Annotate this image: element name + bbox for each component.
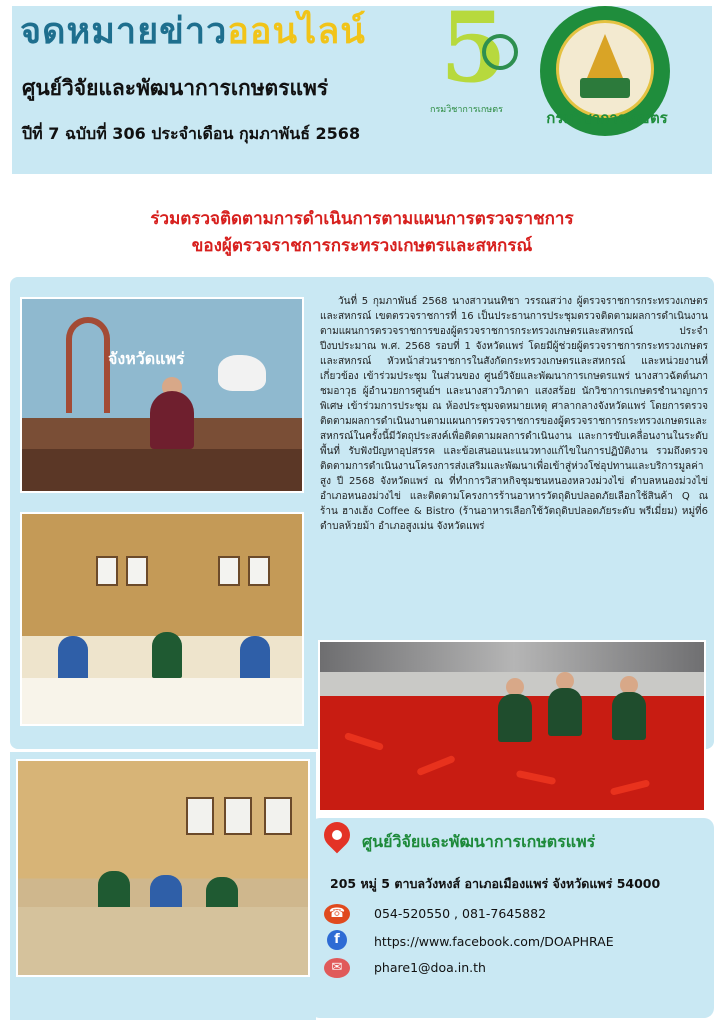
photo-person-body bbox=[150, 391, 194, 449]
photo-wall-frame bbox=[126, 556, 148, 586]
meeting-photo-chair bbox=[20, 297, 304, 493]
issue-line: ปีที่ 7 ฉบับที่ 306 ประจำเดือน กุมภาพันธ์ 2568 bbox=[22, 124, 361, 143]
photo-wall-frame bbox=[264, 797, 292, 835]
photo-person-body bbox=[498, 694, 532, 742]
newsletter-title bbox=[20, 10, 366, 53]
meeting-photo-room bbox=[20, 512, 304, 726]
seal-text: กรมวิชาการเกษตร bbox=[546, 109, 668, 127]
article-headline bbox=[0, 206, 724, 260]
anniversary-tag: กรมวิชาการเกษตร bbox=[430, 105, 503, 115]
envelope-icon: ✉ bbox=[324, 958, 350, 978]
photo-chili-shape bbox=[610, 779, 651, 795]
photo-chili-shape bbox=[416, 755, 456, 776]
photo-chili-shape bbox=[516, 770, 557, 785]
photo-table-shape bbox=[18, 907, 310, 977]
seal-base-icon bbox=[580, 78, 630, 98]
anniversary-five-graphic: 5 bbox=[440, 0, 507, 104]
photo-table-shape bbox=[22, 678, 304, 726]
photo-wall-frame bbox=[218, 556, 240, 586]
meeting-photo-room-2 bbox=[16, 759, 310, 977]
photo-roof-shape bbox=[320, 642, 706, 672]
photo-person-body bbox=[612, 692, 646, 740]
headline-line-2: ของผู้ตรวจราชการกระทรวงเกษตรและสหกรณ์ bbox=[191, 236, 533, 257]
telephone-icon: ☎ bbox=[324, 904, 350, 924]
photo-attendee bbox=[58, 636, 88, 682]
photo-wall-frame bbox=[224, 797, 252, 835]
title-part-online: ออนไลน์ bbox=[227, 11, 366, 52]
photo-desk-shape bbox=[22, 449, 304, 493]
photo-person-body bbox=[548, 688, 582, 736]
contact-email-link[interactable]: phare1@doa.in.th bbox=[374, 960, 486, 975]
photo-horse-statue-shape bbox=[218, 355, 266, 391]
photo-wall-frame bbox=[248, 556, 270, 586]
article-body: วันที่ 5 กุมภาพันธ์ 2568 นางสาวนนทิชา วรรณสว่าง ผู้ตรวจราชการกระทรวงเกษตรและสหกรณ์ เขตตรวจราชการที่ 16 เป็นประธานการประชุมตรวจติดตามผลการดำเนินงานตามแผนการตรวจราชการของผู้ตรวจราชการกระทรวงเกษตรและสหกรณ์ ประจำปีงบประมาณ พ.ศ. 2568 รอบที่ 1 จังหวัดแพร่ โดยมีผู้ช่วยผู้ตรวจราชการกระทรวงเกษตรและสหกรณ์ หัวหน้าส่วนราชการในสังกัดกระทรวงเกษตรและสหกรณ์ และหน่วยงานที่เกี่ยวข้อง เข้าร่วมประชุม ในส่วนของ ศูนย์วิจัยและพัฒนาการเกษตรแพร่ นางสาวฉัตต์นภา ชมอาวุธ ผู้อำนวยการศูนย์ฯ และนางสาววิภาดา แสงสร้อย นักวิชาการเกษตรชำนาญการพิเศษ เข้าร่วมการประชุม ณ ห้องประชุมจดหมายเหตุ ศาลากลางจังหวัดแพร่ โดยการตรวจติดตามผลการดำเนินงานตามแผนการตรวจราชการของผู้ตรวจราชการกระทรวงเกษตรและสหกรณ์ในครั้งนี้มีวัตถุประสงค์เพื่อติดตามผลการดำเนินงาน และการขับเคลื่อนงานในระดับพื้นที่ รับฟังปัญหาอุปสรรค และข้อเสนอแนะแนวทางแก้ไขในการปฏิบัติงาน รวมถึงตรวจติดตามการดำเนินงานโครงการส่งเสริมและพัฒนาเพื่อเข้าสู่ห่วงโซ่อุปทานและบริการมูลค่าสูง ปี 2568 จังหวัดแพร่ ณ ที่ทำการวิสาหกิจชุมชนหนองหลวงม่วงไข่ ตำบลหนองม่วงไข่ อำเภอหนองม่วงไข่ และติดตามโครงการร้านอาหารวัตถุดิบปลอดภัยเลือกใช้สินค้า Q ณ ร้าน ฮางเฮ้ง Coffee & Bistro (ร้านอาหารเลือกใช้วัตถุดิบปลอดภัยระดับ พรีเมี่ยม) หมู่ที่6 ตำบลห้วยม้า อำเภอสูงเม่น จังหวัดแพร่ bbox=[320, 296, 708, 532]
title-part-news: จดหมายข่าว bbox=[20, 11, 228, 52]
facebook-icon: f bbox=[327, 930, 347, 950]
headline-line-1: ร่วมตรวจติดตามการดำเนินการตามแผนการตรวจราชการ bbox=[150, 209, 574, 229]
photo-chili-shape bbox=[344, 732, 384, 751]
center-name: ศูนย์วิจัยและพัฒนาการเกษตรแพร่ bbox=[22, 76, 329, 100]
photo-attendee bbox=[152, 632, 182, 678]
photo-sign-text: จังหวัดแพร่ bbox=[108, 349, 185, 368]
anniversary-logo bbox=[430, 0, 526, 116]
seal-temple-icon bbox=[587, 34, 623, 78]
contact-facebook-link[interactable]: https://www.facebook.com/DOAPHRAE bbox=[374, 934, 614, 949]
contact-center-name: ศูนย์วิจัยและพัฒนาการเกษตรแพร่ bbox=[362, 832, 596, 851]
anniversary-ring-graphic bbox=[482, 34, 518, 70]
chili-field-photo bbox=[318, 640, 706, 812]
photo-arch-shape bbox=[66, 317, 110, 413]
contact-phone: 054-520550 , 081-7645882 bbox=[374, 906, 547, 921]
contact-address: 205 หมู่ 5 ตาบลวังหงส์ อาเภอเมืองแพร่ จังหวัดแพร่ 54000 bbox=[330, 876, 661, 891]
photo-attendee bbox=[240, 636, 270, 682]
photo-wall-frame bbox=[96, 556, 118, 586]
photo-wall-frame bbox=[186, 797, 214, 835]
